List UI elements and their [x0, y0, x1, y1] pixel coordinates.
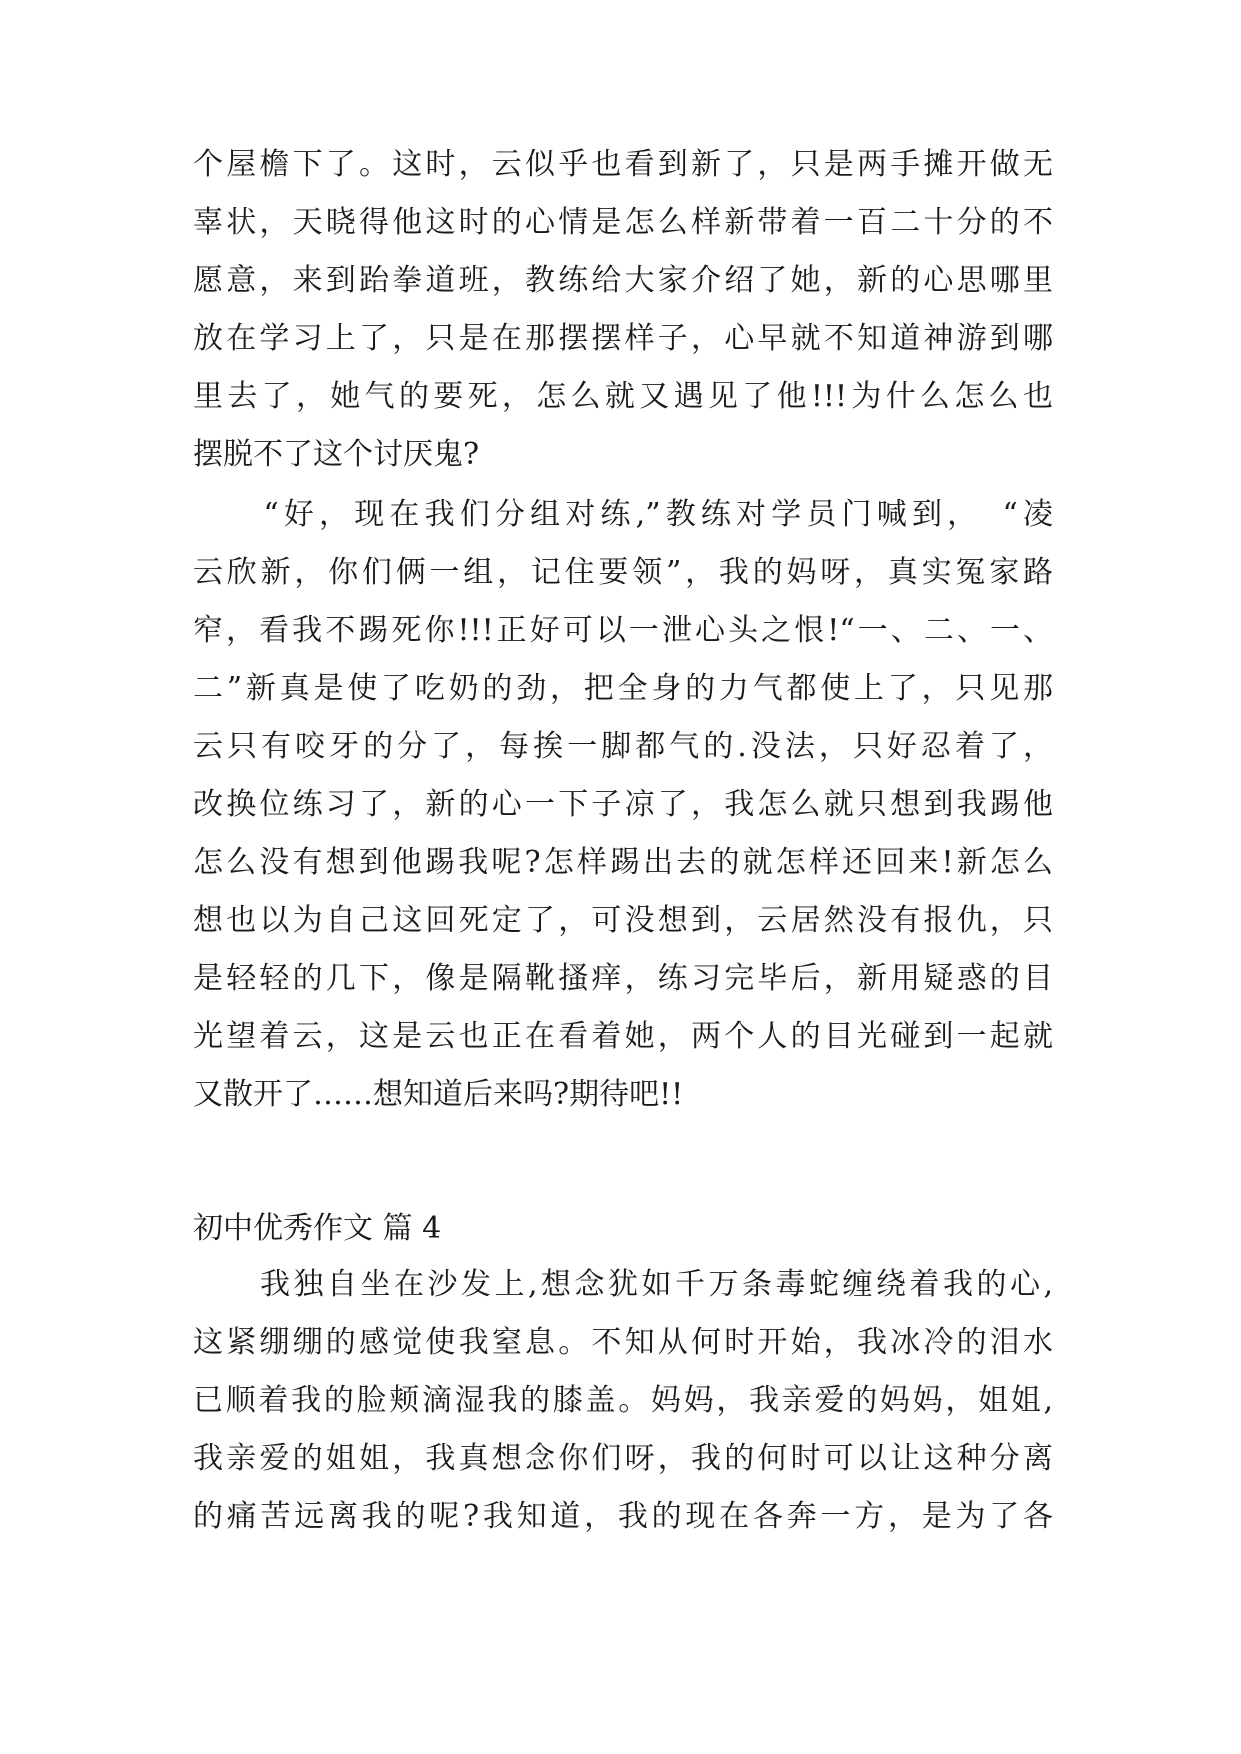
- paragraph-line: 摆脱不了这个讨厌鬼?: [193, 437, 480, 472]
- paragraph-line: 这紧绷绷的感觉使我窒息。不知从何时开始，我冰冷的泪水: [193, 1325, 1053, 1360]
- paragraph-line: 愿意，来到跆拳道班，教练给大家介绍了她，新的心思哪里: [193, 263, 1053, 298]
- paragraph-line: 个屋檐下了。这时，云似乎也看到新了，只是两手摊开做无: [193, 147, 1053, 182]
- paragraph-line: 窄，看我不踢死你!!!正好可以一泄心头之恨!“一、二、一、: [193, 613, 1053, 648]
- paragraph-line: 是轻轻的几下，像是隔靴搔痒，练习完毕后，新用疑惑的目: [193, 961, 1053, 996]
- paragraph-line: 云只有咬牙的分了，每挨一脚都气的.没法，只好忍着了，: [193, 729, 1053, 764]
- paragraph-line: 里去了，她气的要死，怎么就又遇见了他!!!为什么怎么也: [193, 379, 1053, 414]
- section-heading: 初中优秀作文 篇 4: [193, 1211, 442, 1246]
- paragraph-line: 云欣新，你们俩一组，记住要领”，我的妈呀，真实冤家路: [193, 555, 1053, 590]
- paragraph-line: 我独自坐在沙发上,想念犹如千万条毒蛇缠绕着我的心,: [193, 1267, 1053, 1302]
- paragraph-line: 光望着云，这是云也正在看着她，两个人的目光碰到一起就: [193, 1019, 1053, 1054]
- paragraph-line: 二”新真是使了吃奶的劲，把全身的力气都使上了，只见那: [193, 671, 1053, 706]
- paragraph-line: “好，现在我们分组对练,”教练对学员门喊到， “凌: [193, 497, 1053, 532]
- paragraph-line: 想也以为自己这回死定了，可没想到，云居然没有报仇，只: [193, 903, 1053, 938]
- paragraph-line: 辜状，天晓得他这时的心情是怎么样新带着一百二十分的不: [193, 205, 1053, 240]
- paragraph-line: 的痛苦远离我的呢?我知道，我的现在各奔一方，是为了各: [193, 1499, 1053, 1534]
- paragraph-line: 我亲爱的姐姐，我真想念你们呀，我的何时可以让这种分离: [193, 1441, 1053, 1476]
- paragraph-line: 已顺着我的脸颊滴湿我的膝盖。妈妈，我亲爱的妈妈，姐姐,: [193, 1383, 1053, 1418]
- paragraph-line: 放在学习上了，只是在那摆摆样子，心早就不知道神游到哪: [193, 321, 1053, 356]
- paragraph-line: 又散开了……想知道后来吗?期待吧!!: [193, 1077, 684, 1112]
- paragraph-line: 怎么没有想到他踢我呢?怎样踢出去的就怎样还回来!新怎么: [193, 845, 1053, 880]
- paragraph-line: 改换位练习了，新的心一下子凉了，我怎么就只想到我踢他: [193, 787, 1053, 822]
